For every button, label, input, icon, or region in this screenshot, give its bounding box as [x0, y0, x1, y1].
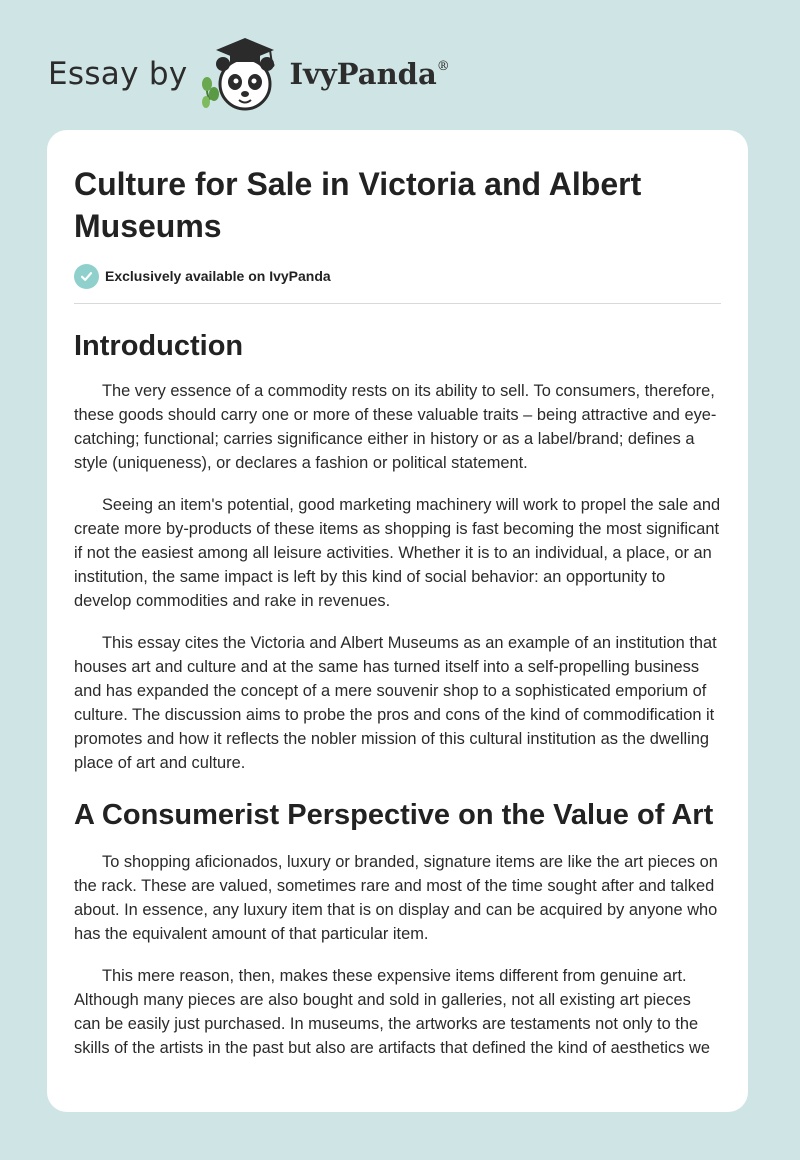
paragraph: Seeing an item's potential, good marketing machinery will work to propel the sale and create more by-products of these items as shopping is fast becoming the most significant if not the easiest among all leisure activities. Whether it is to an individual, a place, or an institution, the same impact is left by this kind of social behavior: an opportunity to develop commodities and rake in revenues. [74, 496, 721, 610]
paragraph: The very essence of a commodity rests on its ability to sell. To consumers, therefore, these goods should carry one or more of these valuable traits – being attractive and eye-catching; functional; carries significance either in history or as a label/brand; defines a style (uniqueness), or declares a fashion or political statement. [74, 382, 717, 472]
check-circle-icon [74, 264, 99, 289]
exclusive-label: Exclusively available on IvyPanda [105, 268, 331, 284]
essay-card [47, 130, 748, 1112]
section-heading-consumerist-perspective: A Consumerist Perspective on the Value of Art [74, 799, 714, 831]
divider [74, 303, 721, 304]
paragraph: To shopping aficionados, luxury or branded, signature items are like the art pieces on the rack. These are valued, sometimes rare and most of the time sought after and talked about. In essence, any luxury item that is on display and can be acquired by anyone who has the equivalent amount of that particular item. [74, 853, 718, 943]
section-heading-introduction: Introduction [74, 330, 244, 362]
essay-title: Culture for Sale in Victoria and Albert Museums [74, 166, 642, 244]
brand-name[interactable]: IvyPanda® [289, 57, 450, 91]
registered-mark: ® [436, 59, 450, 74]
ivypanda-logo-icon[interactable] [196, 34, 288, 114]
essay-by-label: Essay by [48, 56, 188, 92]
exclusive-badge [74, 263, 721, 289]
paragraph: This mere reason, then, makes these expensive items different from genuine art. Although many pieces are also bought and sold in galleries, not all existing art pieces can be easily just purchased. In museums, the artworks are testaments not only to the skills of the artists in the past but also are artifacts that defined the kind of aesthetics we [74, 967, 710, 1057]
paragraph: This essay cites the Victoria and Albert Museums as an example of an institution that houses art and culture and at the same has turned itself into a self-propelling business and has expanded the concept of a mere souvenir shop to a sophisticated emporium of culture. The discussion aims to probe the pros and cons of the kind of commodification it promotes and how it reflects the nobler mission of this cultural institution as the dwelling place of art and culture. [74, 634, 717, 772]
site-header [48, 34, 450, 114]
